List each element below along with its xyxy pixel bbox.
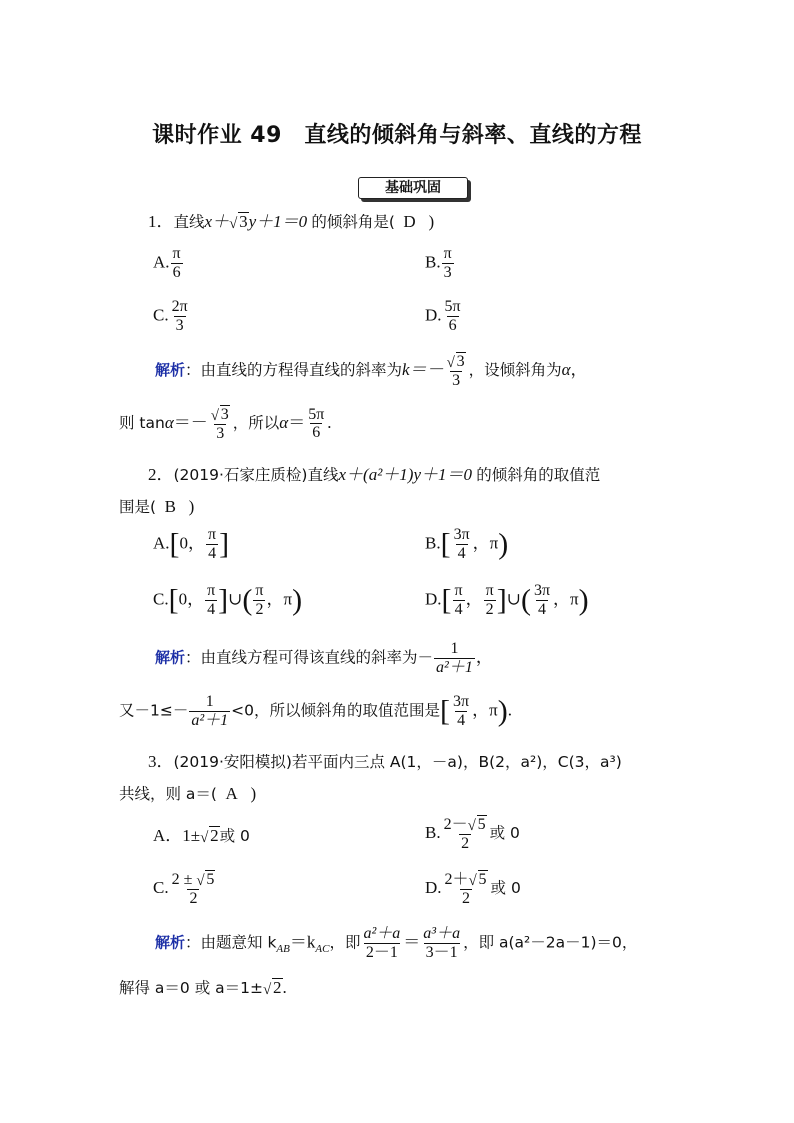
q1-option-d: D. $\frac{5\pi}{6}$ [425, 298, 461, 334]
q1-answer: D [403, 212, 416, 231]
q1-option-a: A. $\frac{\pi}{6}$ [153, 245, 181, 281]
q3-stem-line2: 共线，则 a＝( A ) [119, 784, 257, 803]
q3-analysis-line1: 解析：由题意知 $k_{AB}=k_{AC}$，即 $\frac{\text{a²＋a}}{2-1}$ ＝ $\frac{\text{a³＋a}}{3-1}$ ，即 a(a²－2a－1)＝0， [155, 925, 638, 961]
q2-stem-line2: 围是( B ) [119, 497, 195, 516]
section-badge [358, 177, 474, 203]
q1-analysis-line1: 解析：由直线的方程得直线的斜率为k＝－ √ 3 3 ，设倾斜角为α， [155, 353, 588, 389]
section-badge-label: 基础巩固 [358, 177, 468, 199]
q2-analysis-line1: 解析：由直线方程可得该直线的斜率为－ $\frac{1}{\text{a²＋1}}$ ， [155, 640, 493, 676]
q1-stem: 1．直线x＋ √ 3y＋1＝0 的倾斜角是( D ) [148, 212, 435, 232]
q3-option-c: C. 2 ± √ 5 2 [153, 871, 215, 907]
page-title: 课时作业 49 直线的倾斜角与斜率、直线的方程 [152, 123, 642, 148]
q1-analysis-line2: 则 tanα＝－ √ 3 3 ，所以α＝ $\frac{5\pi}{6}$ . [119, 405, 332, 442]
q2-option-c: C.[0， $\frac{\pi}{4}$ ]∪( $\frac{\pi}{2}$ ，π) [153, 582, 303, 618]
q1-option-b: B. $\frac{\pi}{3}$ [425, 245, 452, 281]
q3-answer: A [225, 784, 238, 803]
q3-option-b: B. 2－ √ 5 2 或 0 [425, 816, 520, 852]
q3-stem-line1: 3．(2019·安阳模拟)若平面内三点 A(1，－a)，B(2，a²)，C(3，a³) [148, 752, 622, 771]
q2-option-a: A.[0， $\frac{\pi}{4}$ ] [153, 526, 230, 562]
q2-stem-line1: 2．(2019·石家庄质检)直线x＋(a²＋1)y＋1＝0 的倾斜角的取值范 [148, 465, 601, 484]
q2-analysis-line2: 又－1≤－ $\frac{1}{\text{a²＋1}}$ <0，所以倾斜角的取值范围是[ $\frac{3\pi}{4}$ ，π). [119, 693, 512, 729]
q3-option-d: D. 2＋ √ 5 2 或 0 [425, 871, 521, 907]
q2-option-d: D.[ $\frac{\pi}{4}$ ， $\frac{\pi}{2}$ ]∪( $\frac{3\pi}{4}$ ，π) [425, 582, 589, 618]
q3-option-a: A．1± √ 2或 0 [153, 826, 250, 846]
q2-answer: B [164, 497, 176, 516]
q1-option-c: C. $\frac{2\pi}{3}$ [153, 298, 188, 334]
q1-number: 1． [148, 212, 174, 231]
q3-analysis-line2: 解得 a＝0 或 a＝1± √ 2. [119, 978, 287, 998]
q1-sqrt: √ 3 [229, 212, 248, 232]
q2-option-b: B.[ $\frac{3\pi}{4}$ ，π) [425, 526, 509, 562]
